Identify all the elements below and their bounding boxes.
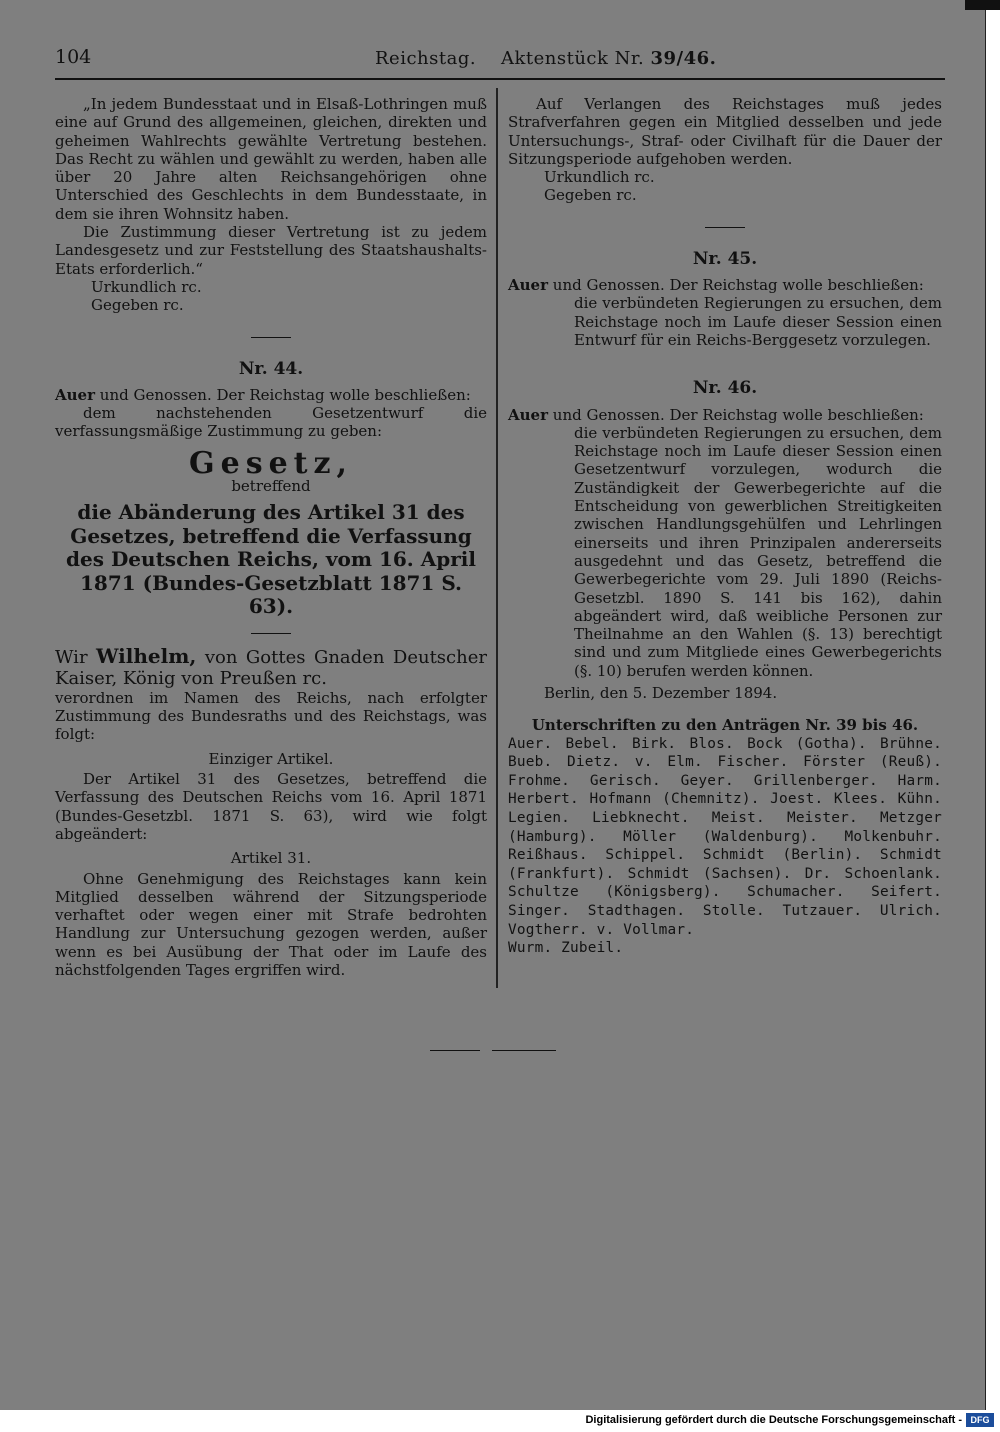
signatures-last-line: Wurm. Zubeil.: [508, 940, 624, 957]
motion-45-heading: Nr. 45.: [692, 248, 758, 269]
quote-paragraph-2: Die Zustimmung dieser Vertretung ist zu jedem Landesgesetz und zur Feststellung des Staatshaushalts-Etats erforderlich.“: [55, 223, 487, 278]
closing-urkundlich: Urkundlich rc.: [91, 277, 202, 296]
motion-46-intro: [508, 406, 942, 424]
end-rule-right: [492, 1050, 556, 1051]
funding-credit: Digitalisierung gefördert durch die Deutsche Forschungsgemeinschaft -: [585, 1414, 962, 1426]
article-31-text: Ohne Genehmigung des Reichstages kann kein Mitglied desselben während der Sitzungsperiode verhaftet oder wegen einer mit Strafe bedrohten Handlung zur Untersuchung gezogen werden, außer wenn es bei Ausübung der That oder im Laufe des nächstfolgenden Tages ergriffen wird.: [55, 869, 487, 979]
corner-mark: [965, 0, 1000, 10]
motion-45-body: die verbündeten Regierungen zu ersuchen, dem Reichstage noch im Laufe dieser Session einen Entwurf für ein Reichs-Berggesetz vorzulegen.: [574, 294, 942, 349]
law-title: Gesetz,: [188, 445, 354, 481]
enacting-clause: verordnen im Namen des Reichs, nach erfolgter Zustimmung des Bundesraths und des Reichstags, was folgt:: [55, 688, 487, 744]
motion-44-mover: Auer: [55, 385, 95, 404]
single-article-text: Der Artikel 31 des Gesetzes, betreffend die Verfassung des Deutschen Reichs vom 16. April 1871 (Bundes-Gesetzbl. 1871 S. 63), wird wie folgt abgeändert:: [55, 770, 487, 843]
motion-44-intro: [55, 386, 487, 404]
separator: [251, 337, 291, 338]
running-title-text: Reichstag.: [375, 48, 477, 69]
article-31-continuation: Auf Verlangen des Reichstages muß jedes Strafverfahren gegen ein Mitglied desselben und jede Untersuchungs-, Straf- oder Civilhaft für die Dauer der Sitzungsperiode aufgehoben werden.: [508, 95, 942, 168]
column-divider: [496, 88, 498, 988]
enacting-wir: Wir: [55, 646, 88, 668]
dfg-logo: DFG: [966, 1413, 994, 1427]
document-ref: Aktenstück Nr.: [500, 48, 645, 69]
footer-bar: [0, 1410, 1000, 1432]
separator: [705, 227, 745, 228]
closing-gegeben: Gegeben rc.: [544, 186, 637, 205]
motion-46-text: und Genossen. Der Reichstag wolle beschließen:: [552, 405, 924, 424]
date-line: Berlin, den 5. Dezember 1894.: [544, 684, 778, 703]
motion-44-text: und Genossen. Der Reichstag wolle beschließen:: [99, 385, 471, 404]
motion-45-mover: Auer: [508, 276, 548, 295]
enacting-title: von Gottes Gnaden Deutscher Kaiser, König von Preußen rc.: [55, 646, 487, 689]
motion-46-heading: Nr. 46.: [692, 378, 758, 399]
closing-gegeben: Gegeben rc.: [91, 296, 184, 315]
enacting-formula: [55, 643, 487, 689]
signatures-list: Auer. Bebel. Birk. Blos. Bock (Gotha). Brühne. Bueb. Dietz. v. Elm. Fischer. Förster (Reuß). Frohme. Gerisch. Geyer. Grillenberger. Harm. Herbert. Hofmann (Chemnitz). Joest. Klees. Kühn. Legien. Liebknecht. Meist. Meister. Metzger (Hamburg). Möller (Waldenburg). Molkenbuhr. Reißhaus. Schippel. Schmidt (Berlin). Schmidt (Frankfurt). Schmidt (Sachsen). Dr. Schoenlank. Schultze (Königsberg). Schumacher. Seifert. Singer. Stadthagen. Stolle. Tutzauer. Ulrich. Vogtherr. v. Vollmar.: [508, 735, 942, 938]
motion-46-body: die verbündeten Regierungen zu ersuchen, dem Reichstage noch im Laufe dieser Session einen Gesetzentwurf vorzulegen, wodurch die Zuständigkeit der Gewerbegerichte auf die Entscheidung von gewerblichen Streitigkeiten zwischen Handlungsgehülfen und Lehrlingen einerseits und ihren Prinzipalen andererseits ausgedehnt und das Gesetz, betreffend die Gewerbegerichte vom 29. Juli 1890 (Reichs-Gesetzbl. 1890 S. 141 bis 162), dahin abgeändert wird, daß weibliche Personen zur Theilnahme an den Wahlen (§. 13) berechtigt sind und zum Mitgliede eines Gewerbegerichts (§. 10) berufen werden können.: [574, 423, 942, 680]
document-number: 39/46.: [650, 48, 717, 69]
page-header: [55, 42, 717, 78]
single-article-heading: Einziger Artikel.: [208, 749, 334, 768]
motion-45-text: und Genossen. Der Reichstag wolle beschließen:: [552, 276, 924, 295]
right-column: [508, 95, 942, 958]
emperor-name: Wilhelm,: [96, 643, 197, 668]
left-column: [55, 95, 487, 979]
signatures-heading: Unterschriften zu den Anträgen Nr. 39 bis 46.: [531, 716, 919, 735]
motion-44-body: dem nachstehenden Gesetzentwurf die verfassungsmäßige Zustimmung zu geben:: [55, 404, 487, 441]
header-rule: [55, 78, 945, 80]
motion-44-heading: Nr. 44.: [238, 358, 304, 379]
article-31-heading: Artikel 31.: [230, 849, 312, 868]
closing-urkundlich: Urkundlich rc.: [544, 168, 655, 187]
law-subtitle: betreffend: [231, 477, 311, 496]
separator: [251, 633, 291, 634]
law-long-title: die Abänderung des Artikel 31 des Gesetzes, betreffend die Verfassung des Deutschen Reichs, vom 16. April 1871 (Bundes-Gesetzblatt 1871 S. 63).: [66, 500, 476, 619]
motion-46-mover: Auer: [508, 405, 548, 424]
end-rule-left: [430, 1050, 480, 1051]
quote-paragraph-1: „In jedem Bundesstaat und in Elsaß-Lothringen muß eine auf Grund des allgemeinen, gleichen, direkten und geheimen Wahlrechts gewählte Vertretung bestehen. Das Recht zu wählen und gewählt zu werden, haben alle über 20 Jahre alten Reichsangehörigen ohne Unterschied des Geschlechts in dem Bundesstaate, in dem sie ihren Wohnsitz haben.: [55, 95, 487, 223]
page-edge: [985, 0, 1000, 1410]
running-title: [375, 48, 716, 69]
motion-45-intro: [508, 276, 942, 294]
page-number: 104: [55, 46, 92, 68]
